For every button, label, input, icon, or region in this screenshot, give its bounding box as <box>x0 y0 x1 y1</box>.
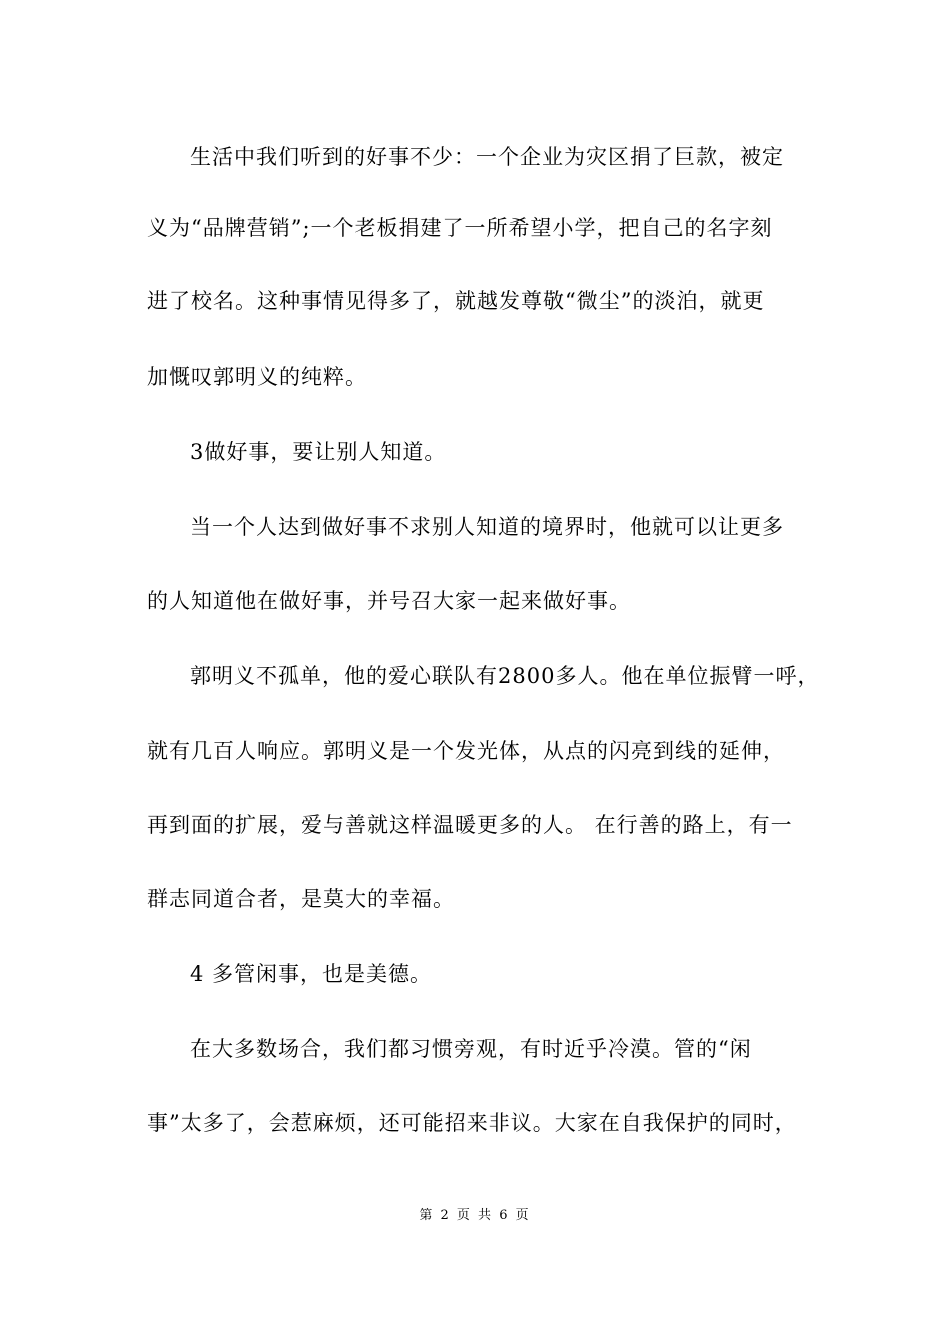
paragraph-line-1: 生活中我们听到的好事不少：一个企业为灾区捐了巨款，被定 <box>190 145 784 169</box>
paragraph-line-8: 就有几百人响应。郭明义是一个发光体，从点的闪亮到线的延伸， <box>147 739 785 763</box>
section-heading-3: 3做好事，要让别人知道。 <box>190 440 447 464</box>
paragraph-line-3: 进了校名。这种事情见得多了，就越发尊敬“微尘”的淡泊，就更 <box>147 289 765 313</box>
section-heading-4: 4 多管闲事，也是美德。 <box>190 962 433 986</box>
page-number-label: 第 2 页 共 6 页 <box>419 1208 531 1223</box>
paragraph-line-9: 再到面的扩展，爱与善就这样温暖更多的人。 在行善的路上，有一 <box>147 813 793 837</box>
paragraph-line-4: 加慨叹郭明义的纯粹。 <box>147 365 367 389</box>
paragraph-line-11: 在大多数场合，我们都习惯旁观，有时近乎冷漠。管的“闲 <box>190 1037 752 1061</box>
paragraph-line-2: 义为“品牌营销”;一个老板捐建了一所希望小学，把自己的名字刻 <box>147 216 773 240</box>
paragraph-line-10: 群志同道合者，是莫大的幸福。 <box>147 887 455 911</box>
paragraph-line-6: 的人知道他在做好事，并号召大家一起来做好事。 <box>147 589 631 613</box>
paragraph-line-7: 郭明义不孤单，他的爱心联队有2800多人。他在单位振臂一呼， <box>190 664 820 688</box>
paragraph-line-12: 事”太多了，会惹麻烦，还可能招来非议。大家在自我保护的同时， <box>147 1111 797 1135</box>
page-footer <box>0 1207 950 1225</box>
paragraph-line-5: 当一个人达到做好事不求别人知道的境界时，他就可以让更多 <box>190 515 784 539</box>
